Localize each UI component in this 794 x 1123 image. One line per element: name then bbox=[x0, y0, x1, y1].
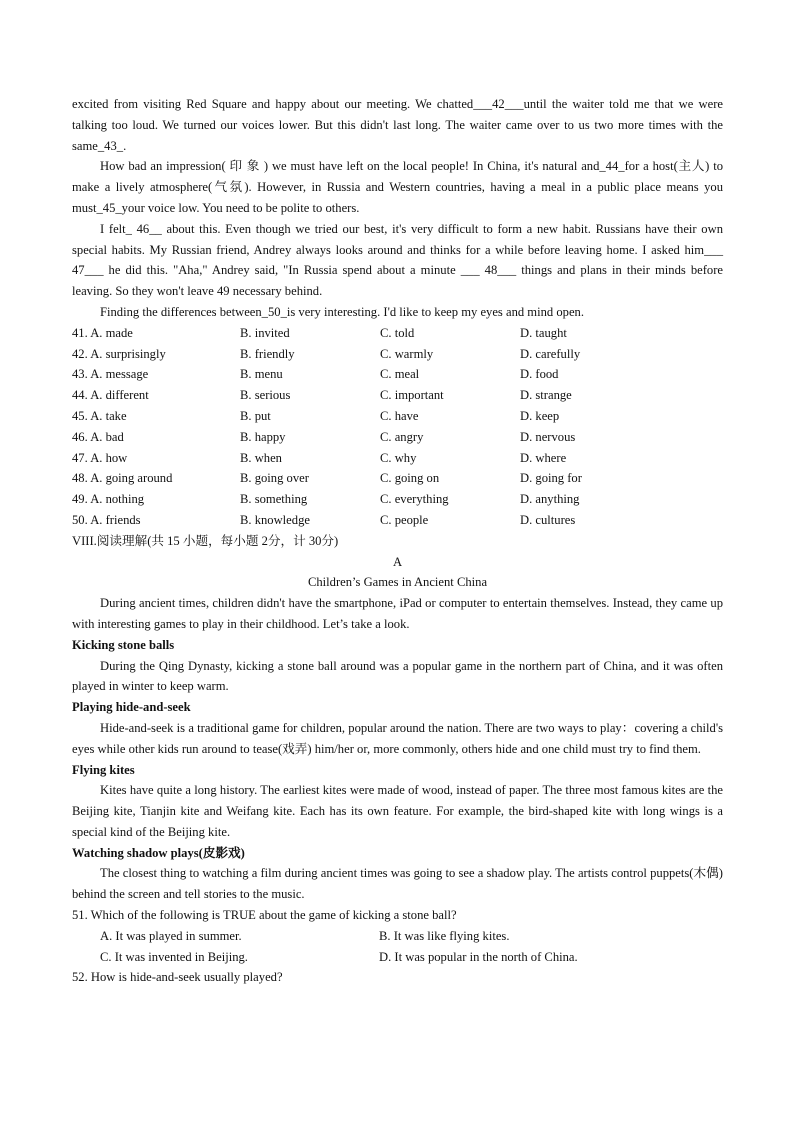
option-c: C. angry bbox=[380, 429, 424, 444]
option-a: 50. A. friends bbox=[72, 512, 141, 527]
option-d: D. keep bbox=[520, 408, 560, 423]
option-b: B. when bbox=[240, 450, 282, 465]
option-b: B. happy bbox=[240, 429, 286, 444]
option-c: C. people bbox=[380, 512, 429, 527]
part-label: A bbox=[392, 554, 403, 569]
option-c: C. everything bbox=[380, 492, 449, 507]
option-row-46 bbox=[72, 427, 723, 448]
option-a: 47. A. how bbox=[72, 450, 128, 465]
option-c: C. why bbox=[380, 450, 417, 465]
option-row-48 bbox=[72, 468, 723, 489]
option-d: D. where bbox=[520, 450, 567, 465]
article-intro: During ancient times, children didn't have the smartphone, iPad or computer to entertain themselves. Instead, they came up with interesting games to play in their childhood. Let’s take a look. bbox=[72, 596, 723, 631]
cloze-paragraph-4: Finding the differences between_50_is very interesting. I'd like to keep my eyes and mind open. bbox=[100, 304, 584, 319]
option-d: D. going for bbox=[520, 471, 582, 486]
article-title: Children’s Games in Ancient China bbox=[307, 575, 488, 590]
option-a: 48. A. going around bbox=[72, 471, 173, 486]
option-row-47 bbox=[72, 448, 723, 469]
option-b: B. something bbox=[240, 492, 308, 507]
question-52: 52. How is hide-and-seek usually played? bbox=[72, 970, 283, 985]
option-a: 43. A. message bbox=[72, 367, 149, 382]
option-b: B. friendly bbox=[240, 346, 295, 361]
paragraph-kicking-stone-balls: During the Qing Dynasty, kicking a stone ball around was a popular game in the northern part of China, and it was often played in winter to keep warm. bbox=[72, 658, 723, 694]
question-51-option-c: C. It was invented in Beijing. bbox=[100, 949, 248, 964]
option-b: B. serious bbox=[240, 388, 291, 403]
cloze-paragraph-1: excited from visiting Red Square and happy about our meeting. We chatted___42___until the waiter told me that we were talking too loud. We turned our voices lower. But this didn't last long. The waiter came over to us two more times with the same_43_. bbox=[72, 97, 723, 153]
option-c: C. important bbox=[380, 388, 444, 403]
option-row-41 bbox=[72, 323, 723, 344]
option-a: 41. A. made bbox=[72, 325, 133, 340]
option-d: D. taught bbox=[520, 325, 567, 340]
paragraph-hide-and-seek: Hide-and-seek is a traditional game for children, popular around the nation. There are two ways to play：covering a child's eyes while other kids run around to tease(戏弄) him/her or, more commonly, others hide and one child must try to find them. bbox=[72, 720, 723, 756]
cloze-options bbox=[72, 323, 723, 531]
option-c: C. warmly bbox=[380, 346, 434, 361]
option-d: D. anything bbox=[520, 492, 580, 507]
option-b: B. knowledge bbox=[240, 512, 310, 527]
option-c: C. told bbox=[380, 325, 415, 340]
option-a: 44. A. different bbox=[72, 388, 149, 403]
option-d: D. carefully bbox=[520, 346, 581, 361]
option-row-49 bbox=[72, 489, 723, 510]
option-a: 49. A. nothing bbox=[72, 492, 145, 507]
option-c: C. meal bbox=[380, 367, 420, 382]
subheading-flying-kites: Flying kites bbox=[72, 762, 135, 777]
option-d: D. strange bbox=[520, 388, 572, 403]
option-b: B. invited bbox=[240, 325, 290, 340]
option-a: 45. A. take bbox=[72, 408, 127, 423]
option-c: C. have bbox=[380, 408, 419, 423]
question-51-option-d: D. It was popular in the north of China. bbox=[379, 949, 578, 964]
question-51-option-b: B. It was like flying kites. bbox=[379, 928, 510, 943]
cloze-paragraph-2: How bad an impression( 印 象 ) we must have left on the local people! In China, it's natural and_44_for a host(主人) to make a lively atmosphere(气氛). However, in Russia and Western countries, having a meal in a public place means you must_45_your voice low. You need to be polite to others. bbox=[72, 159, 723, 215]
cloze-paragraph-3: I felt_ 46__ about this. Even though we tried our best, it's very difficult to form a new habit. Russians have their own special habits. My Russian friend, Andrey always looks around and thinks for a while before leaving home. I asked him___ 47___ he did this. "Aha," Andrey said, "In Russia spend about a minute ___ 48___ things and plans in their minds before leaving. So they won't leave 49 necessary behind. bbox=[72, 221, 723, 299]
question-51: 51. Which of the following is TRUE about the game of kicking a stone ball? bbox=[72, 908, 457, 923]
question-51-options-row-1 bbox=[72, 926, 723, 947]
subheading-hide-and-seek: Playing hide-and-seek bbox=[72, 700, 191, 715]
question-51-options-row-2 bbox=[72, 947, 723, 968]
subheading-shadow-plays: Watching shadow plays(皮影戏) bbox=[72, 845, 245, 860]
option-b: B. going over bbox=[240, 471, 309, 486]
paragraph-shadow-plays: The closest thing to watching a film during ancient times was going to see a shadow play. The artists control puppets(木偶) behind the screen and tell stories to the music. bbox=[72, 866, 723, 902]
question-51-option-a: A. It was played in summer. bbox=[100, 928, 242, 943]
option-a: 42. A. surprisingly bbox=[72, 346, 166, 361]
exam-page bbox=[72, 94, 723, 988]
option-b: B. put bbox=[240, 408, 271, 423]
option-row-44 bbox=[72, 385, 723, 406]
option-row-45 bbox=[72, 406, 723, 427]
option-d: D. nervous bbox=[520, 429, 576, 444]
option-a: 46. A. bad bbox=[72, 429, 124, 444]
paragraph-flying-kites: Kites have quite a long history. The earliest kites were made of wood, instead of paper. The three most famous kites are the Beijing kite, Tianjin kite and Weifang kite. Each has its own feature. For example, the bird-shaped kite with long wings is a special kind of the Beijing kite. bbox=[72, 783, 723, 839]
option-b: B. menu bbox=[240, 367, 283, 382]
option-row-50 bbox=[72, 510, 723, 531]
option-row-42 bbox=[72, 344, 723, 365]
option-c: C. going on bbox=[380, 471, 440, 486]
section-title: VIII.阅读理解(共 15 小题，每小题 2分，计 30分) bbox=[72, 533, 339, 548]
option-row-43 bbox=[72, 364, 723, 385]
subheading-kicking-stone-balls: Kicking stone balls bbox=[72, 637, 175, 652]
option-d: D. cultures bbox=[520, 512, 576, 527]
option-d: D. food bbox=[520, 367, 559, 382]
